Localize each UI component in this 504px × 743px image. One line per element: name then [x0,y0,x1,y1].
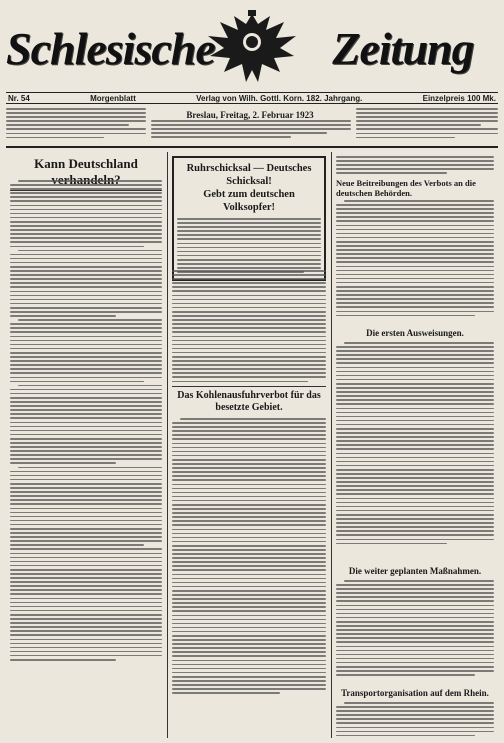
appeal-headline-1: Ruhrschicksal — Deutsches Schicksal! [186,163,312,187]
column-2-text-bottom [172,418,326,696]
column-3-text-3 [336,580,494,678]
column-3-text-2 [336,342,494,547]
column-1-text [10,180,162,663]
right-headline-1: Neue Beitreibungen des Verbots an die deutschen Behörden. [336,178,476,198]
coal-headline: Das Kohlenausfuhrverbot für das besetzte Gebiet. [172,386,326,414]
price-label: Einzelpreis 100 Mk. [422,93,496,103]
masthead [6,4,498,96]
issue-number: Nr. 54 [8,93,30,103]
right-headline-2: Die ersten Ausweisungen. [366,328,464,338]
right-headline-4: Transportorganisation auf dem Rhein. [341,688,489,698]
dateline: Breslau, Freitag, 2. Februar 1923 [186,110,314,120]
meta-row [6,92,498,104]
column-3-text-1 [336,200,494,319]
column-3-text-4 [336,702,494,739]
masthead-title-right: Zeitung [332,23,474,74]
appeal-headline-2: Gebt zum deutschen Volksopfer! [203,189,295,213]
column-2-text-top [172,270,326,385]
edition-label: Morgenblatt [90,93,136,103]
lead-headline: Kann Deutschland [10,156,162,191]
masthead-title-left: Schlesische [6,23,215,74]
column-3-text-top [336,156,494,176]
right-headline-3: Die weiter geplanten Maßnahmen. [348,566,482,576]
eagle-crest-icon [204,8,300,88]
appeal-box [172,156,326,281]
publisher-line: Verlag von Wilh. Gottl. Korn. 182. Jahrgang. [196,93,363,103]
